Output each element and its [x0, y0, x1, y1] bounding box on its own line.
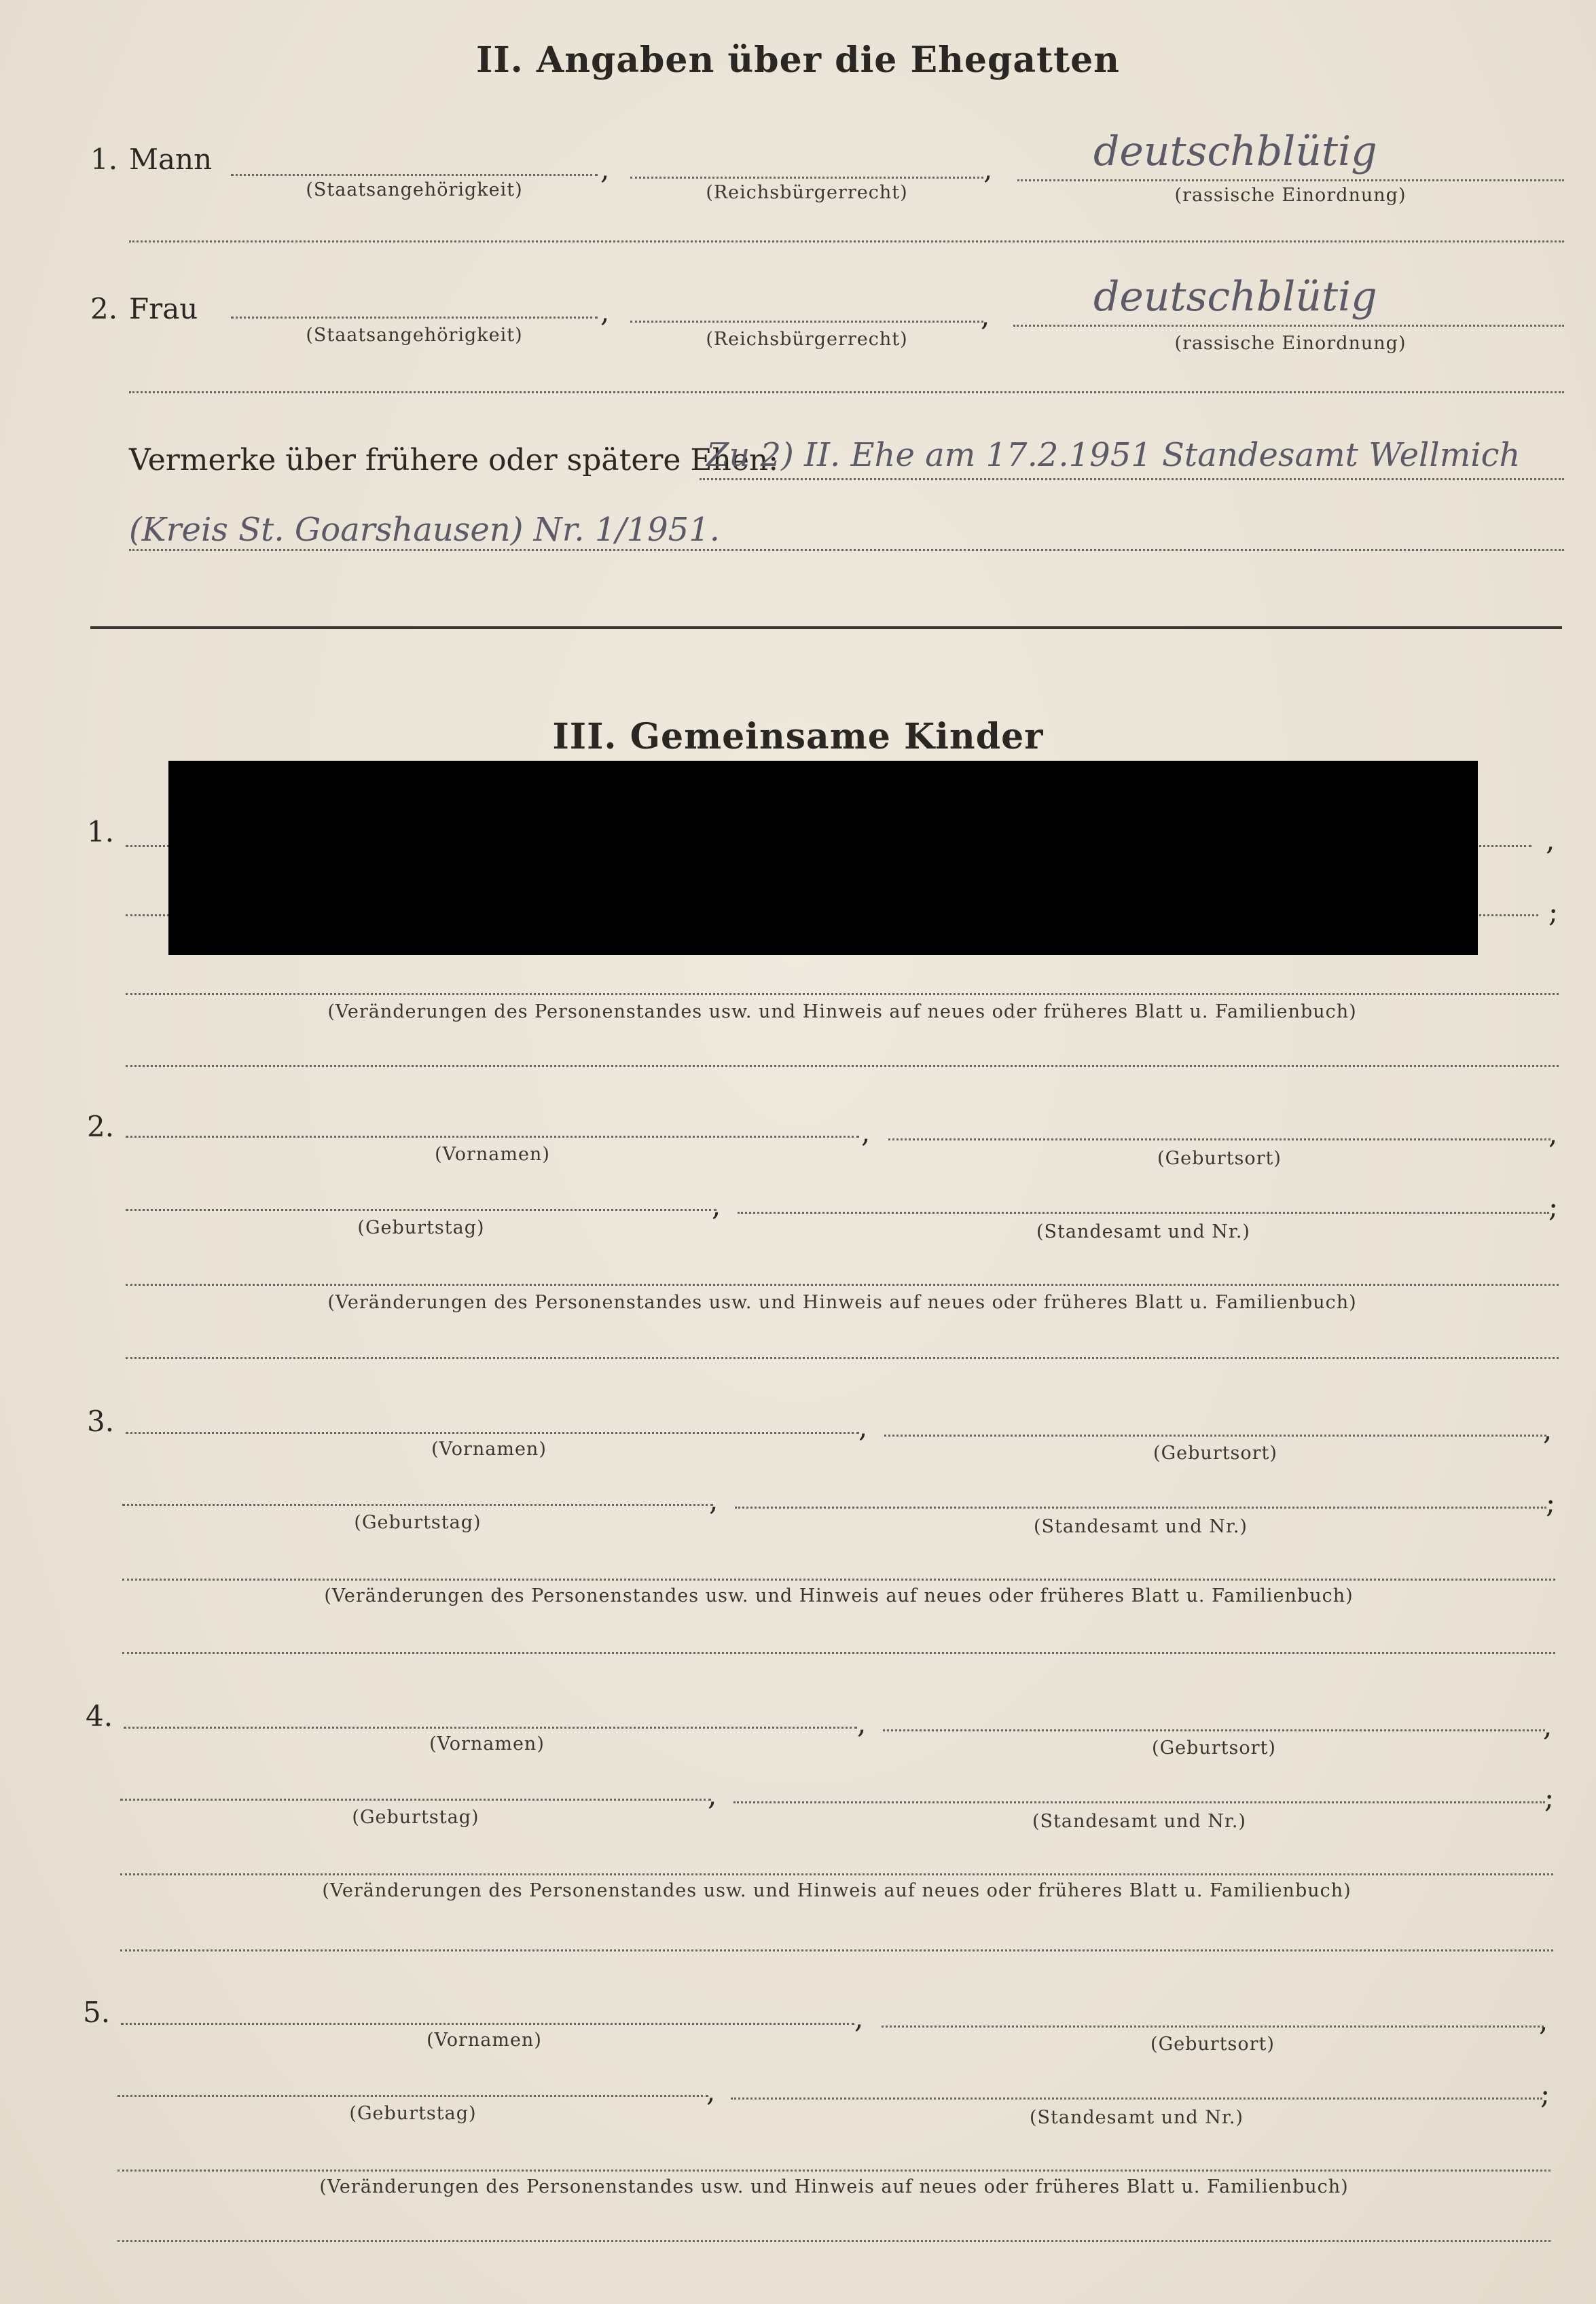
mann-number: 1. — [90, 143, 118, 176]
child-2-veraenderungen-line — [126, 1284, 1559, 1286]
child-5-standesamt-line — [731, 2098, 1542, 2100]
mann-reich-caption: (Reichsbürgerrecht) — [706, 182, 908, 203]
frau-label: Frau — [129, 292, 198, 325]
document-page: II. Angaben über die Ehegatten 1. Mann , (Staatsangehörigkeit) , (Reichsbürgerrecht) deutschblütig (rassische Einordnung) 2. Frau , (Staatsangehörigkeit) , (Reichsbürgerrecht) deutschblütig (rassische Einordnung) Vermerke über frühere oder spätere Ehen: Zu 2) II. Ehe am 17.2.1951 Standesamt Wellmich (Kreis St. Goarshausen) Nr. 1/1951. III. Gemeinsame Kinder 1. , ; (Veränderungen des Personenstandes usw. und Hinweis auf neues oder früheres Blatt u. Familienbuch) 2. , (Vornamen) , (Geburtsort) , (Geburtstag) ; (Standesamt und Nr.) (Veränderungen des Personenstandes usw. und Hinweis auf neues oder früheres Blatt u. Familienbuch) 3. , (Vornamen) , (Geburtsort) , (Geburtstag) ; (Standesamt und Nr.) (Veränderungen des Personenstandes usw. und Hinweis auf neues oder früheres Blatt u. Familienbuch) 4. , (Vornamen) , (Geburtsort) , (Geburtstag) ; (Standesamt und Nr.) (Veränderungen des Personenstandes usw. und Hinweis auf neues oder früheres Blatt u. Familienbuch) 5. , (Vornamen) , (Geburtsort) , (Geburtstag) ; (Standesamt und Nr.) (Veränderungen des Personenstandes usw. und Hinweis auf neues oder früheres Blatt u. Familienbuch) — [0, 0, 1596, 2304]
vermerke-line-1 — [700, 478, 1564, 480]
child-4-standesamt-line — [733, 1801, 1545, 1803]
frau-rasse-handwriting: deutschblütig — [1093, 273, 1377, 321]
frau-reich-caption: (Reichsbürgerrecht) — [706, 329, 908, 350]
mann-staat-line — [231, 174, 598, 176]
child-1-veraenderungen-caption: (Veränderungen des Personenstandes usw. und Hinweis auf neues oder früheres Blatt u. Familienbuch) — [327, 1001, 1357, 1022]
child-4-geburtstag-line — [120, 1799, 711, 1801]
child-3-geburtsort-line — [884, 1435, 1546, 1437]
child-3-veraenderungen-line — [122, 1579, 1555, 1581]
child-3-veraenderungen-caption: (Veränderungen des Personenstandes usw. und Hinweis auf neues oder früheres Blatt u. Familienbuch) — [324, 1585, 1354, 1606]
child-2-number: 2. — [87, 1110, 115, 1143]
child-3-extra-line — [122, 1652, 1555, 1654]
section-divider — [90, 626, 1562, 629]
frau-staat-line — [231, 317, 598, 319]
frau-rasse-line — [1013, 325, 1564, 327]
vermerke-line-2 — [129, 549, 1564, 551]
child-3-geburtstag-caption: (Geburtstag) — [354, 1512, 482, 1533]
child-2-standesamt-line — [738, 1212, 1549, 1214]
child-4-geburtstag-caption: (Geburtstag) — [352, 1807, 479, 1828]
child-4-number: 4. — [86, 1699, 113, 1733]
mann-label: Mann — [129, 143, 213, 176]
child-2-geburtsort-line — [888, 1138, 1550, 1140]
section-2-heading: II. Angaben über die Ehegatten — [476, 39, 1120, 81]
mann-rasse-caption: (rassische Einordnung) — [1174, 185, 1407, 206]
child-2-vornamen-caption: (Vornamen) — [435, 1144, 550, 1165]
vermerke-handwriting-2: (Kreis St. Goarshausen) Nr. 1/1951. — [129, 511, 720, 549]
child-4-geburtsort-line — [883, 1729, 1545, 1731]
mann-reich-line — [630, 177, 983, 179]
child-5-number: 5. — [83, 1996, 111, 2029]
child-5-geburtstag-caption: (Geburtstag) — [349, 2103, 477, 2124]
child-3-vornamen-line — [126, 1432, 859, 1434]
child-5-standesamt-caption: (Standesamt und Nr.) — [1030, 2107, 1244, 2128]
child-5-veraenderungen-line — [117, 2170, 1550, 2172]
child-1-line-4 — [126, 1065, 1559, 1067]
child-2-veraenderungen-caption: (Veränderungen des Personenstandes usw. und Hinweis auf neues oder früheres Blatt u. Familienbuch) — [327, 1292, 1357, 1313]
child-3-standesamt-line — [735, 1507, 1546, 1509]
frau-rasse-caption: (rassische Einordnung) — [1174, 333, 1407, 354]
child-2-extra-line — [126, 1357, 1559, 1359]
mann-staat-caption: (Staatsangehörigkeit) — [306, 179, 523, 200]
child-4-extra-line — [120, 1949, 1553, 1951]
child-5-veraenderungen-caption: (Veränderungen des Personenstandes usw. und Hinweis auf neues oder früheres Blatt u. Familienbuch) — [319, 2176, 1349, 2197]
child-4-geburtsort-caption: (Geburtsort) — [1152, 1738, 1276, 1759]
child-2-geburtsort-caption: (Geburtsort) — [1157, 1148, 1282, 1169]
child-5-vornamen-line — [121, 2023, 854, 2025]
child-3-standesamt-caption: (Standesamt und Nr.) — [1034, 1516, 1248, 1537]
child-2-geburtstag-caption: (Geburtstag) — [357, 1217, 485, 1238]
child-3-geburtsort-caption: (Geburtsort) — [1153, 1443, 1277, 1464]
child-4-vornamen-caption: (Vornamen) — [429, 1733, 545, 1754]
frau-number: 2. — [90, 292, 118, 325]
child-2-vornamen-line — [126, 1136, 859, 1138]
frau-extra-line — [129, 391, 1564, 393]
child-4-veraenderungen-line — [120, 1873, 1553, 1875]
child-3-geburtstag-line — [122, 1504, 713, 1506]
vermerke-handwriting-1: Zu 2) II. Ehe am 17.2.1951 Standesamt Wellmich — [706, 436, 1521, 474]
child-3-number: 3. — [87, 1405, 115, 1438]
child-2-geburtstag-line — [126, 1209, 717, 1211]
redaction-block — [168, 761, 1478, 955]
child-4-veraenderungen-caption: (Veränderungen des Personenstandes usw. und Hinweis auf neues oder früheres Blatt u. Familienbuch) — [322, 1880, 1352, 1901]
mann-rasse-handwriting: deutschblütig — [1093, 128, 1377, 175]
child-5-geburtsort-line — [882, 2026, 1544, 2028]
child-1-number: 1. — [87, 815, 115, 848]
frau-staat-caption: (Staatsangehörigkeit) — [306, 325, 523, 346]
child-5-extra-line — [117, 2240, 1550, 2242]
child-5-geburtstag-line — [117, 2095, 708, 2097]
child-4-vornamen-line — [124, 1727, 857, 1729]
section-3-heading: III. Gemeinsame Kinder — [552, 716, 1044, 757]
child-5-vornamen-caption: (Vornamen) — [427, 2030, 542, 2051]
child-4-standesamt-caption: (Standesamt und Nr.) — [1032, 1811, 1246, 1832]
mann-extra-line — [129, 240, 1564, 242]
frau-reich-line — [630, 321, 983, 323]
child-2-standesamt-caption: (Standesamt und Nr.) — [1036, 1221, 1250, 1242]
child-3-vornamen-caption: (Vornamen) — [431, 1439, 547, 1460]
vermerke-label: Vermerke über frühere oder spätere Ehen: — [129, 443, 779, 478]
child-5-geburtsort-caption: (Geburtsort) — [1150, 2034, 1275, 2055]
mann-rasse-line — [1017, 179, 1564, 181]
child-1-line-3 — [126, 993, 1559, 995]
